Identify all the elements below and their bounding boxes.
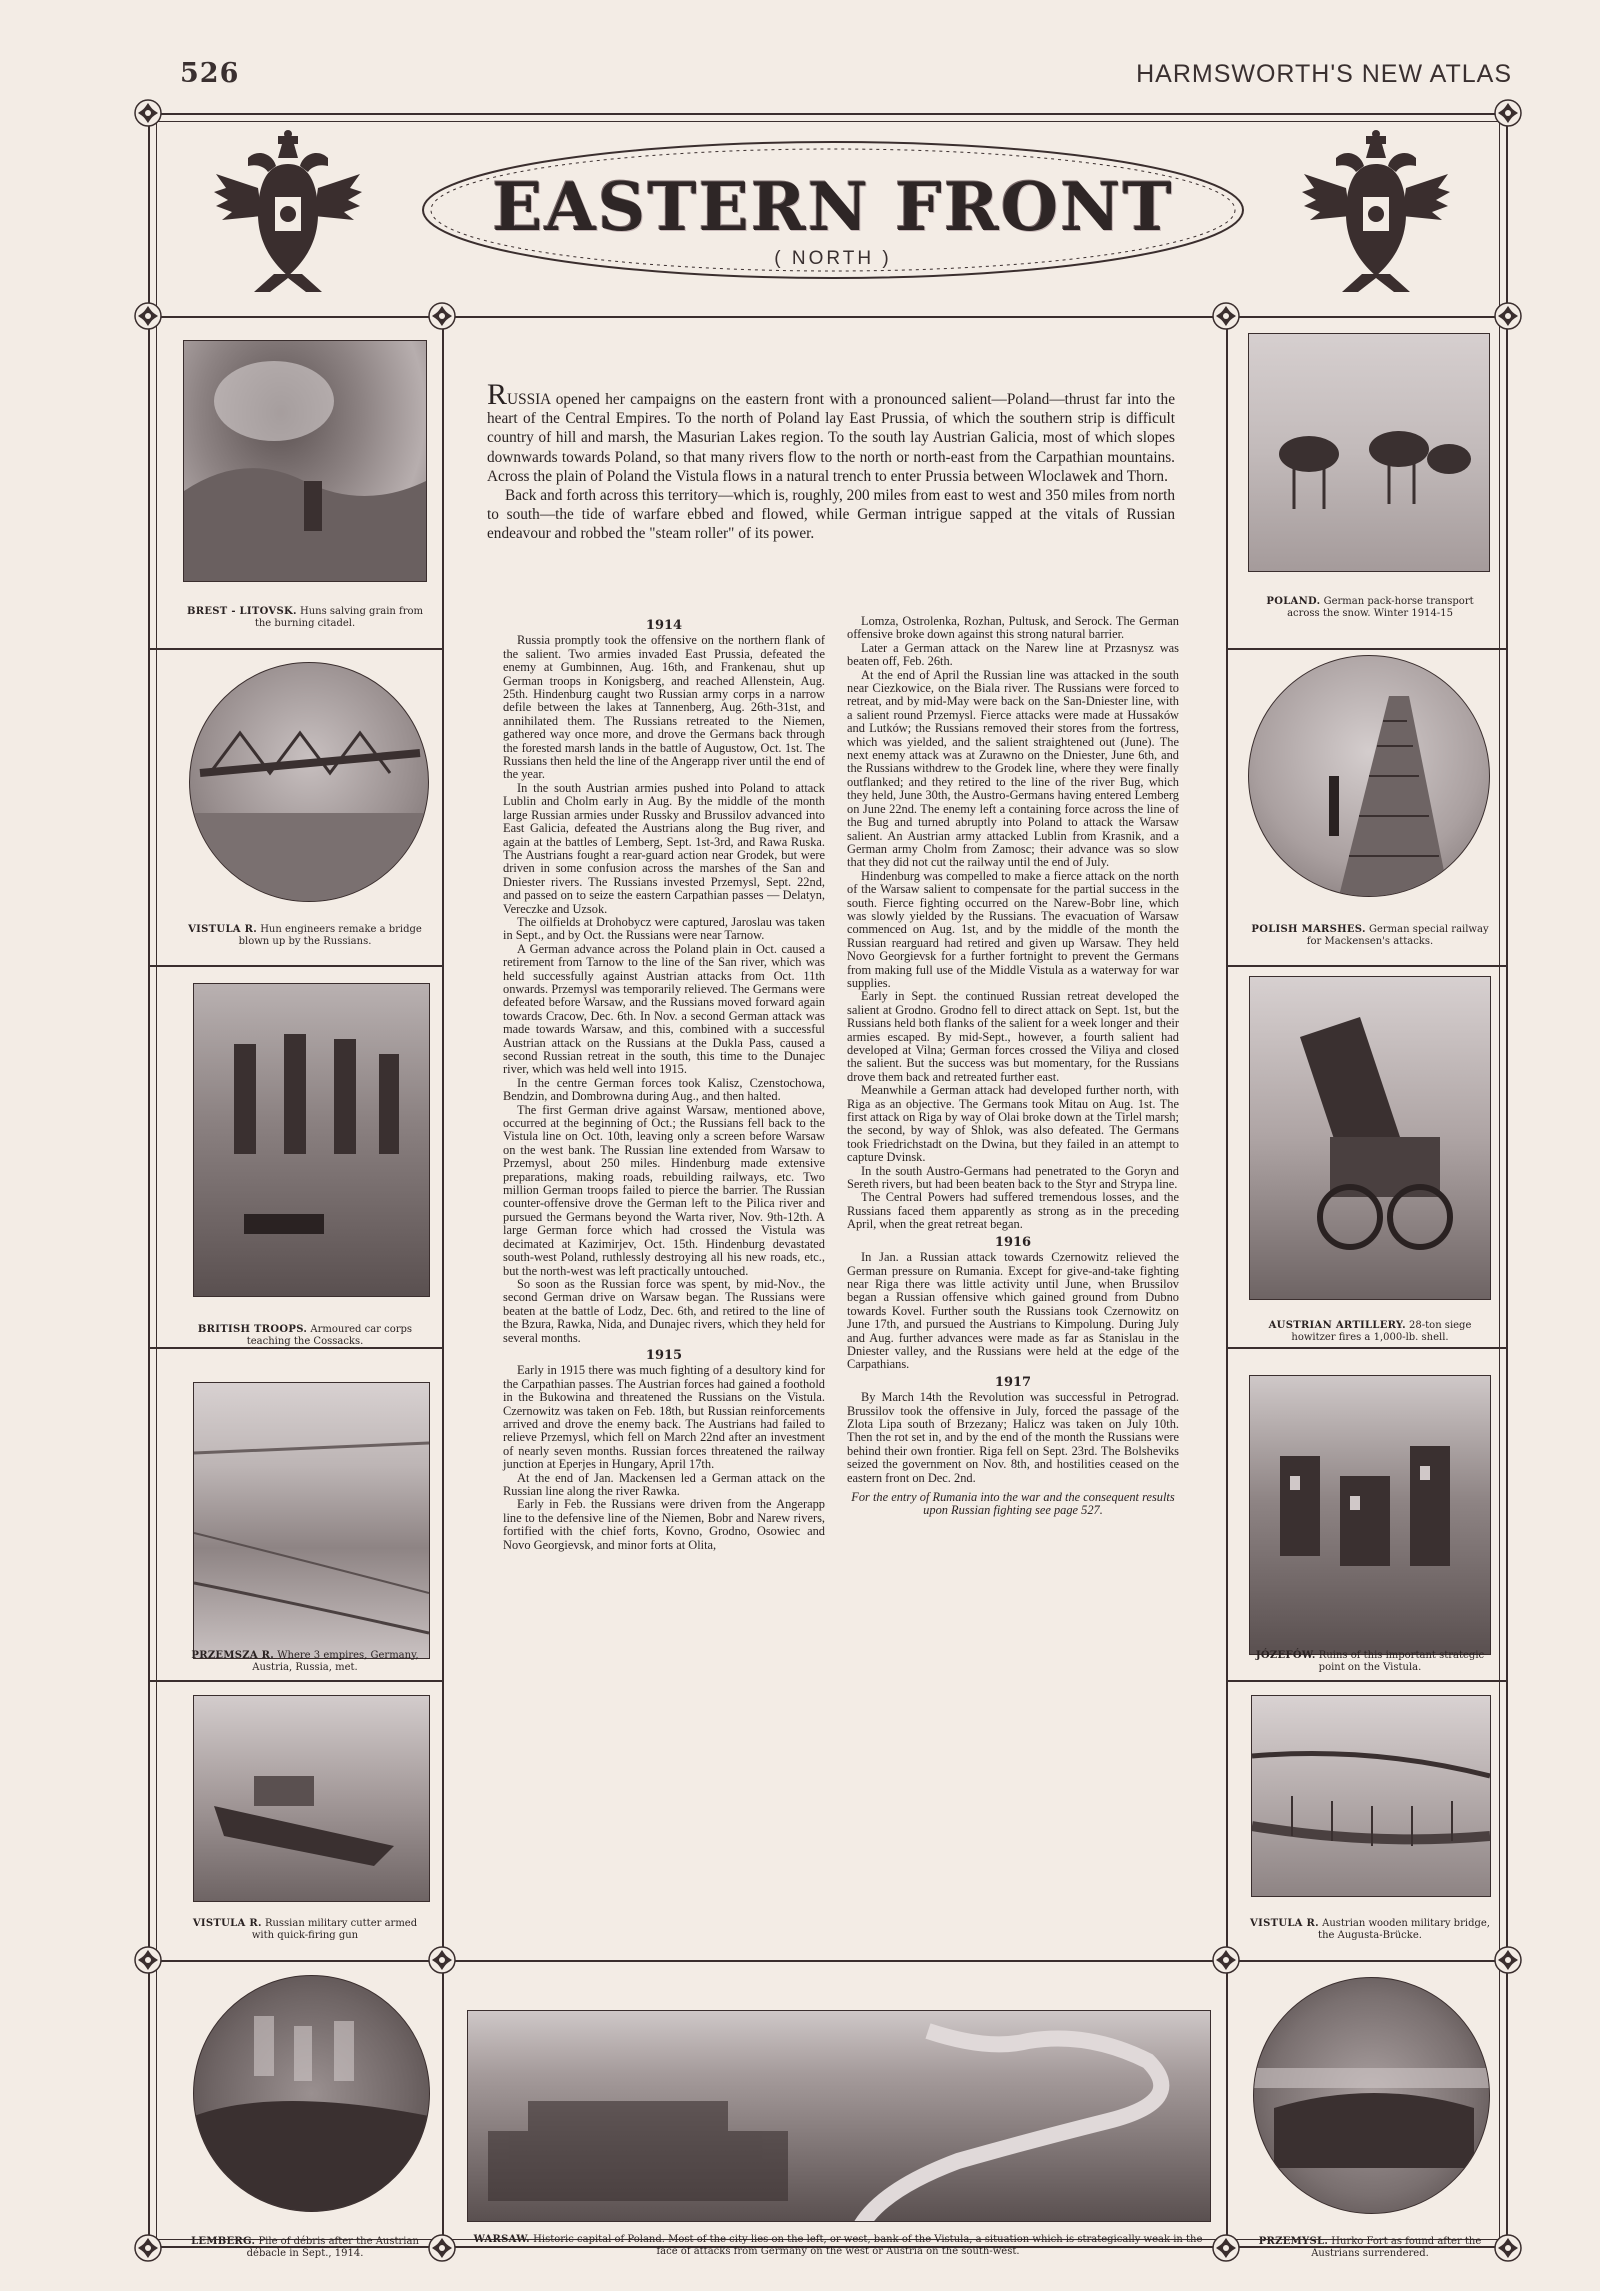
caption-lemberg [185,2236,425,2260]
caption-text: German pack-horse transport across the snow. Winter 1914-15 [1287,596,1474,619]
caption-title: AUSTRIAN ARTILLERY. [1268,1320,1406,1331]
article-paragraph: A German advance across the Poland plain in Oct. caused a retirement from Tarnow to the line of the San river, which was held successfully against Austrian attacks from Oct. 11th onwards. Przemysl was temporarily relieved. The Germans were defeated before Warsaw, and the Russians moved forward again towards Cracow, Dec. 6th. In Nov. a second German attack was made towards Warsaw, and this, combined with a successful Austrian attack on the Russians at the Dukla Pass, caused a second Russian retreat in the south, this time to the Dunajec river, which was held well into 1915. [503,941,825,1077]
rosette-ornament [1493,1945,1523,1975]
caption-title: LEMBERG. [191,2236,256,2247]
caption-title: POLISH MARSHES. [1251,924,1366,935]
caption-title: PRZEMSZA R. [191,1650,275,1661]
caption-title: PRZEMYSL. [1258,2236,1329,2247]
left-separator [148,965,442,967]
caption-title: BRITISH TROOPS. [197,1324,308,1335]
article-paragraph: Lomza, Ostrolenka, Rozhan, Pultusk, and Serock. The German offensive broke down against this strong natural barrier. [847,614,1179,642]
rosette-ornament [427,301,457,331]
caption-text: German special railway for Mackensen's attacks. [1306,924,1489,947]
intro-paragraph: Back and forth across this territory—which is, roughly, 200 miles from east to west and 350 miles from north to south—the tide of warfare ebbed and flowed, while German intrigue sapped at the vitals of Russian endeavour and robbed the "steam roller" of its power. [487,487,1175,543]
drop-cap: R [487,378,508,411]
article-paragraph: Later a German attack on the Narew line at Przasnysz was beaten off, Feb. 26th. [847,640,1179,669]
caption-title: VISTULA R. [192,1918,262,1929]
caption-title: POLAND. [1266,596,1321,607]
article-paragraph: So soon as the Russian force was spent, by mid-Nov., the second German drive on Warsaw began. The Russians were beaten at the battle of Lodz, Dec. 6th, and retired to the line of the Bzura, Rawka, Nida, and Dunajec rivers, which they held for several months. [503,1276,825,1345]
article-paragraph: In the centre German forces took Kalisz, Czenstochowa, Bendzin, and Dombrowna during Aug., and then halted. [503,1075,825,1104]
article-paragraph: By March 14th the Revolution was successful in Petrograd. Brussilov took the offensive in July, forced the passage of the Zlota Lipa south of Brzezany; Halicz was taken on July 10th. Then the rot set in, and by the end of the month the Russians were behind their own frontier. Riga fell on Sept. 23rd. The Bolsheviks seized the government on Nov. 8th, and hostilities ceased on the eastern front on Dec. 2nd. [847,1390,1179,1485]
rosette-ornament [133,98,163,128]
rosette-ornament [427,2233,457,2263]
left-separator [148,1680,442,1682]
right-separator [1226,648,1508,650]
caption-vistula-bridge [185,924,425,948]
rosette-ornament [1493,301,1523,331]
photo-przemysl [1253,1977,1490,2214]
caption-british-troops [185,1324,425,1348]
caption-polish-marshes [1250,924,1490,948]
photo-jozefow [1249,1375,1491,1655]
caption-text: Pile of débris after the Austrian débacle in Sept., 1914. [246,2236,419,2259]
left-separator [148,1960,442,1962]
rosette-ornament [1211,2233,1241,2263]
photo-austrian-artillery [1249,976,1491,1300]
article-paragraph: Hindenburg was compelled to make a fierce attack on the north of the Warsaw salient to compensate for the partial success in the south. Fierce fighting occurred on the Narew-Bobr line, which was slowly yielded by the Russians. The evacuation of Warsaw commenced on Aug. 1st, and by the middle of the month the Russian rearguard had retired and given up Warsaw. They held Novo Georgievsk for a further fortnight to prevent the Germans from making full use of the Middle Vistula as a waterway for war supplies. [847,868,1179,990]
section-heading-1914: 1914 [645,618,683,633]
caption-text: Where 3 empires, Germany, Austria, Russia, met. [252,1650,419,1673]
caption-vistula-cutter [185,1918,425,1942]
left-separator [148,648,442,650]
caption-jozefow [1250,1650,1490,1674]
caption-warsaw [470,2234,1206,2258]
article-paragraph: At the end of Jan. Mackensen led a German attack on the Russian line along the river Rawka. [503,1470,825,1498]
caption-przemsza-river [185,1650,425,1674]
right-separator [1226,965,1508,967]
bottom-band-rule [442,1960,1226,1962]
article-paragraph: The first German drive against Warsaw, mentioned above, occurred at the beginning of Oct.; the Russians fell back to the Vistula line on Oct. 10th, leaving only a screen before Warsaw on the west bank. The Russian line extended from Warsaw to Przemysl, about 250 miles. Hindenburg made extensive preparations, making roads, rebuilding railways, etc. Two million German troops failed to pierce the barrier. The Russian counter-offensive drove the German left to the Pilica river and pursued the Germans beyond the Warta river, Nov. 9th-12th. A large German force which had crossed the Vistula was decimated at Kazimirjev, Oct. 15th. Hindenburg devastated south-west Poland, ruthlessly destroying all his new roads, etc., but the north-west was left practically untouched. [503,1102,825,1278]
imperial-eagle-emblem-left [208,128,368,298]
article-paragraph: In the south Austrian armies pushed into Poland to attack Lublin and Cholm early in Aug. By the middle of the month large Russian armies under Russky and Brussilov advanced into East Galicia, defeated the Austrians along the Bug river, and again at the battles of Lemberg, Sept. 1st-3rd, and Rawa Ruska. The Austrians fought a rear-guard action near Grodek, but were driven in some confusion across the marshes of the San and Dniester rivers. The Russians invested Przemysl, Sept. 22nd, and passed on to seize the eastern Carpathian passes — Delatyn, Vereczke and Uzsok. [503,780,825,916]
intro-text [487,378,1175,544]
intro-paragraph-text: USSIA opened her campaigns on the eastern front with a pronounced salient—Poland—thrust far into the heart of the Central Empires. To the north of Poland lay East Prussia, of which the southern strip is difficult country of hill and marsh, the Masurian Lakes region. To the south lay Austrian Galicia, most of which slopes downwards towards Poland, so that many rivers flow to the north or north-east from the Carpathian mountains. Across the plain of Poland the Vistula flows in a natural trench to enter Prussia between Wloclawek and Thorn. [487,391,1175,485]
section-heading-1916: 1916 [994,1234,1032,1250]
caption-title: WARSAW. [473,2234,530,2245]
photo-warsaw-panorama [467,2010,1211,2222]
article-paragraph: Early in Feb. the Russians were driven from the Angerapp line to the defensive line of the Niemen, Bobr and Narew rivers, fortified with the chief forts, Kovno, Grodno, Osowiec and Novo Georgievsk, and minor forts at Olita, [503,1497,825,1552]
article-paragraph: At the end of April the Russian line was attacked in the south near Ciezkowice, on the Biala river. The Russians were forced to retreat, and by mid-May were back on the San-Dniester line, with a salient round Przemysl. Fierce attacks were made at Hussaków and Lutków; the Russians removed their stores from the fortress, which was yielded, and the salient straightened out (June). The next enemy attack was at Zurawno on the Dniester, June 6th, and the Russians withdrew to the Grodek line, where they were finally outflanked; and they retired to the line of the river Bug, which they held, June 30th, the Austro-Germans having entered Lemberg on June 22nd. The enemy left a containing force across the line of the Bug and turned abruptly into Poland to attack the Warsaw salient. An Austrian army attacked Lublin from Krasnik, and a German army Cholm from Zamosc; their advance was so slow that they did not cut the railway until the end of July. [847,667,1179,870]
rosette-ornament [133,1945,163,1975]
caption-text: Austrian wooden military bridge, the Augusta-Brücke. [1318,1918,1490,1941]
right-separator [1226,1680,1508,1682]
cross-reference-note: For the entry of Rumania into the war and the consequent results upon Russian fighting see page 527. [851,1490,1175,1518]
photo-vistula-cutter [193,1695,430,1902]
rosette-ornament [133,2233,163,2263]
article-paragraph: In the south Austro-Germans had penetrated to the Goryn and Sereth rivers, but had been beaten back to the Styr and Strypa line. [847,1163,1179,1192]
caption-text: 28-ton siege howitzer fires a 1,000-lb. shell. [1291,1320,1472,1343]
caption-przemysl [1250,2236,1490,2260]
imperial-eagle-emblem-right [1296,128,1456,298]
photo-polish-marshes [1248,655,1490,897]
photo-lemberg [193,1975,430,2212]
caption-title: VISTULA R. [1250,1918,1319,1929]
article-paragraph: Meanwhile a German attack had developed further north, with Riga as an objective. The Germans took Mitau on Aug. 1st. The first attack on Riga by way of Olai broke down at the Tirlel marsh; the second, by way of Shlok, was also defeated. The Germans took Friedrichstadt on the Dwina, but they failed in an attempt to capture Dvinsk. [847,1083,1179,1165]
article-column-left [503,615,825,1552]
intro-paragraph [487,378,1175,486]
page-number: 526 [180,58,240,89]
rosette-ornament [1211,1945,1241,1975]
rosette-ornament [1493,98,1523,128]
article-paragraph: In Jan. a Russian attack towards Czernowitz relieved the German pressure on Rumania. Except for give-and-take fighting near Riga there was little activity until June, when Brussilov began a Russian offensive which gained ground from Dubno towards Kovel. Further south the Russians took Czernowitz on June 17th, and pursued the Austrians to Kimpolung. During July and Aug. further advances were made as far as Stanislau in the Dniester valley, and the Russians were held at the edge of the Carpathians. [847,1250,1179,1372]
photo-vistula-military-bridge [1251,1695,1491,1897]
article-column-right [847,615,1179,1518]
article-paragraph: Early in 1915 there was much fighting of a desultory kind for the Carpathian passes. The Austrian forces had gained a foothold in the Bukowina and threatened the Russians on the Vistula. Czernowitz was taken on Feb. 18th, but Russian reinforcements arrived and drove the enemy back. The Austrians had failed to relieve Przemysl, which fell on March 22nd after an investment of nearly seven months. Russian forces threatened the railway junction at Eperjes in Hungary, April 17th. [503,1363,825,1472]
article-paragraph: The oilfields at Drohobycz were captured, Jaroslau was taken in Sept., and by Oct. the Russians were near Tarnow. [503,914,825,943]
caption-title: BREST - LITOVSK. [186,606,297,617]
caption-text: Historic capital of Poland. Most of the city lies on the left, or west, bank of the Vistula, a situation which is strategically weak in the face of attacks from Germany on the west or Austria on the south-west. [533,2234,1203,2257]
photo-british-troops [193,983,430,1297]
section-heading-1917: 1917 [994,1374,1032,1390]
caption-text: Hurko Fort as found after the Austrians surrendered. [1311,2236,1482,2259]
caption-text: Hun engineers remake a bridge blown up by the Russians. [238,924,422,947]
caption-text: Russian military cutter armed with quick-firing gun [251,1918,418,1941]
right-separator [1226,1960,1508,1962]
caption-austrian-artillery [1250,1320,1490,1344]
article-paragraph: Russia promptly took the offensive on the northern flank of the salient. Two armies invaded East Prussia, defeated the enemy at Gumbinnen, Aug. 16th, and Frankenau, shut up German troops in Konigsberg, and reached Allenstein, Aug. 25th. Hindenburg caught two Russian army corps in a narrow defile between the lakes at Tannenberg, Aug. 26th-31st, and annihilated them. The Russians retreated to the Niemen, gathered way once more, and drove the Germans back through the forested marsh lands in the battle of Augustow, Oct. 1st. The Russians then held the line of the Angerapp river until the end of the year. [503,633,825,782]
header-rule [148,316,1508,318]
caption-text: Ruins of this important strategic point on the Vistula. [1318,1650,1485,1673]
section-heading-1915: 1915 [645,1347,683,1363]
photo-przemsza-river [193,1382,430,1659]
rosette-ornament [133,301,163,331]
running-head: HARMSWORTH'S NEW ATLAS [1136,60,1512,88]
rosette-ornament [427,1945,457,1975]
caption-brest-litovsk [185,606,425,630]
caption-poland-transport [1250,596,1490,620]
photo-brest-litovsk [183,340,427,582]
rosette-ornament [1211,301,1241,331]
caption-vistula-military-bridge [1250,1918,1490,1942]
caption-text: Armoured car corps teaching the Cossacks. [246,1324,413,1347]
rosette-ornament [1493,2233,1523,2263]
article-paragraph: Early in Sept. the continued Russian retreat developed the salient at Grodno. Grodno fell to direct attack on Sept. 1st, but the Russians held both flanks of the salient for a week longer and their armies escaped. By mid-Sept., however, a fourth salient had developed at Vilna; German forces crossed the Viliya and closed the salient. But the success was but momentary, for the Russians drove them back and retreated further east. [847,989,1179,1084]
page-title: EASTERN FRONT [492,168,1174,246]
right-separator [1226,1347,1508,1349]
caption-text: Huns salving grain from the burning citadel. [254,606,424,629]
article-paragraph: The Central Powers had suffered tremendous losses, and the Russians faced them apparently as strong as in the preceding April, when the great retreat began. [847,1190,1179,1232]
page-subtitle: ( NORTH ) [774,248,892,269]
caption-title: JÓZEFÓW. [1255,1650,1316,1661]
caption-title: VISTULA R. [188,924,258,935]
photo-vistula-bridge [189,662,429,902]
photo-poland-transport [1248,333,1490,572]
